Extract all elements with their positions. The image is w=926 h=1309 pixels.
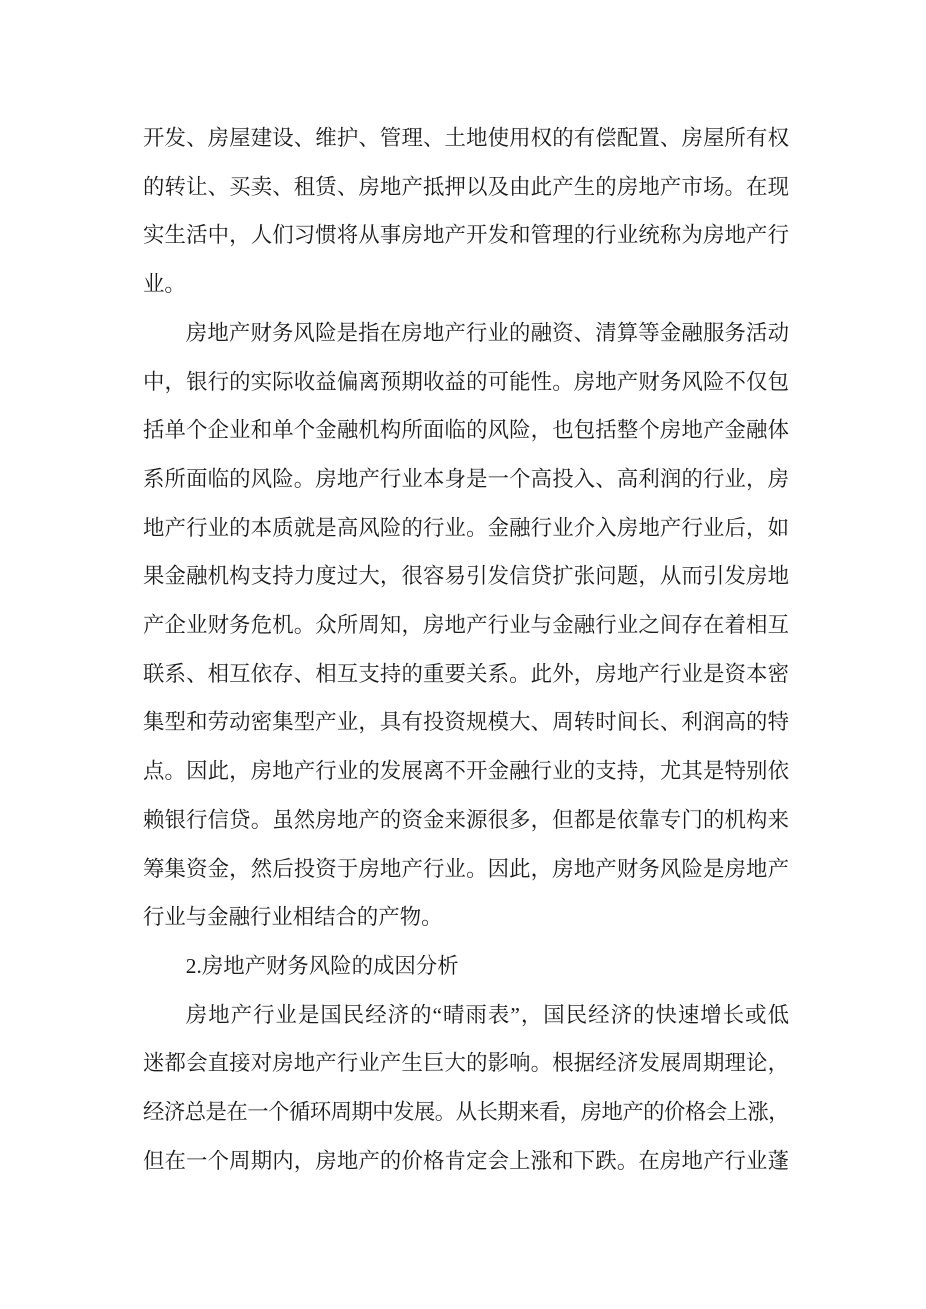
- text-line: 果金融机构支持力度过大，很容易引发信贷扩张问题，从而引发房地: [143, 564, 789, 589]
- text-line: 产企业财务危机。众所周知，房地产行业与金融行业之间存在着相互: [143, 613, 789, 638]
- paragraph: [143, 114, 789, 309]
- text-line: 点。因此，房地产行业的发展离不开金融行业的支持，尤其是特别依: [143, 759, 789, 784]
- text-line: 联系、相互依存、相互支持的重要关系。此外，房地产行业是资本密: [143, 661, 789, 686]
- text-line: 行业与金融行业相结合的产物。: [143, 905, 443, 930]
- section-heading: [143, 942, 789, 991]
- text-line: 房地产财务风险是指在房地产行业的融资、清算等金融服务活动: [185, 320, 789, 345]
- paragraph: [143, 991, 789, 1186]
- text-line: 赖银行信贷。虽然房地产的资金来源很多，但都是依靠专门的机构来: [143, 807, 789, 832]
- document-text: [143, 114, 789, 1185]
- text-line: 地产行业的本质就是高风险的行业。金融行业介入房地产行业后，如: [143, 515, 789, 540]
- text-line: 经济总是在一个循环周期中发展。从长期来看，房地产的价格会上涨，: [143, 1100, 789, 1125]
- text-line: 的转让、买卖、租赁、房地产抵押以及由此产生的房地产市场。在现: [143, 174, 789, 199]
- paragraph: [143, 309, 789, 942]
- text-line: 房地产行业是国民经济的“晴雨表”，国民经济的快速增长或低: [185, 1002, 789, 1027]
- section-heading-line: 2.房地产财务风险的成因分析: [185, 953, 459, 978]
- text-line: 筹集资金，然后投资于房地产行业。因此，房地产财务风险是房地产: [143, 856, 789, 881]
- text-line: 业。: [143, 272, 186, 297]
- text-line: 括单个企业和单个金融机构所面临的风险，也包括整个房地产金融体: [143, 418, 789, 443]
- text-line: 实生活中，人们习惯将从事房地产开发和管理的行业统称为房地产行: [143, 223, 789, 248]
- text-line: 但在一个周期内，房地产的价格肯定会上涨和下跌。在房地产行业蓬: [143, 1148, 789, 1173]
- text-line: 开发、房屋建设、维护、管理、土地使用权的有偿配置、房屋所有权: [143, 126, 789, 150]
- text-line: 中，银行的实际收益偏离预期收益的可能性。房地产财务风险不仅包: [143, 369, 789, 394]
- text-line: 系所面临的风险。房地产行业本身是一个高投入、高利润的行业，房: [143, 466, 789, 491]
- text-line: 集型和劳动密集型产业，具有投资规模大、周转时间长、利润高的特: [143, 710, 789, 735]
- text-line: 迷都会直接对房地产行业产生巨大的影响。根据经济发展周期理论，: [143, 1051, 789, 1076]
